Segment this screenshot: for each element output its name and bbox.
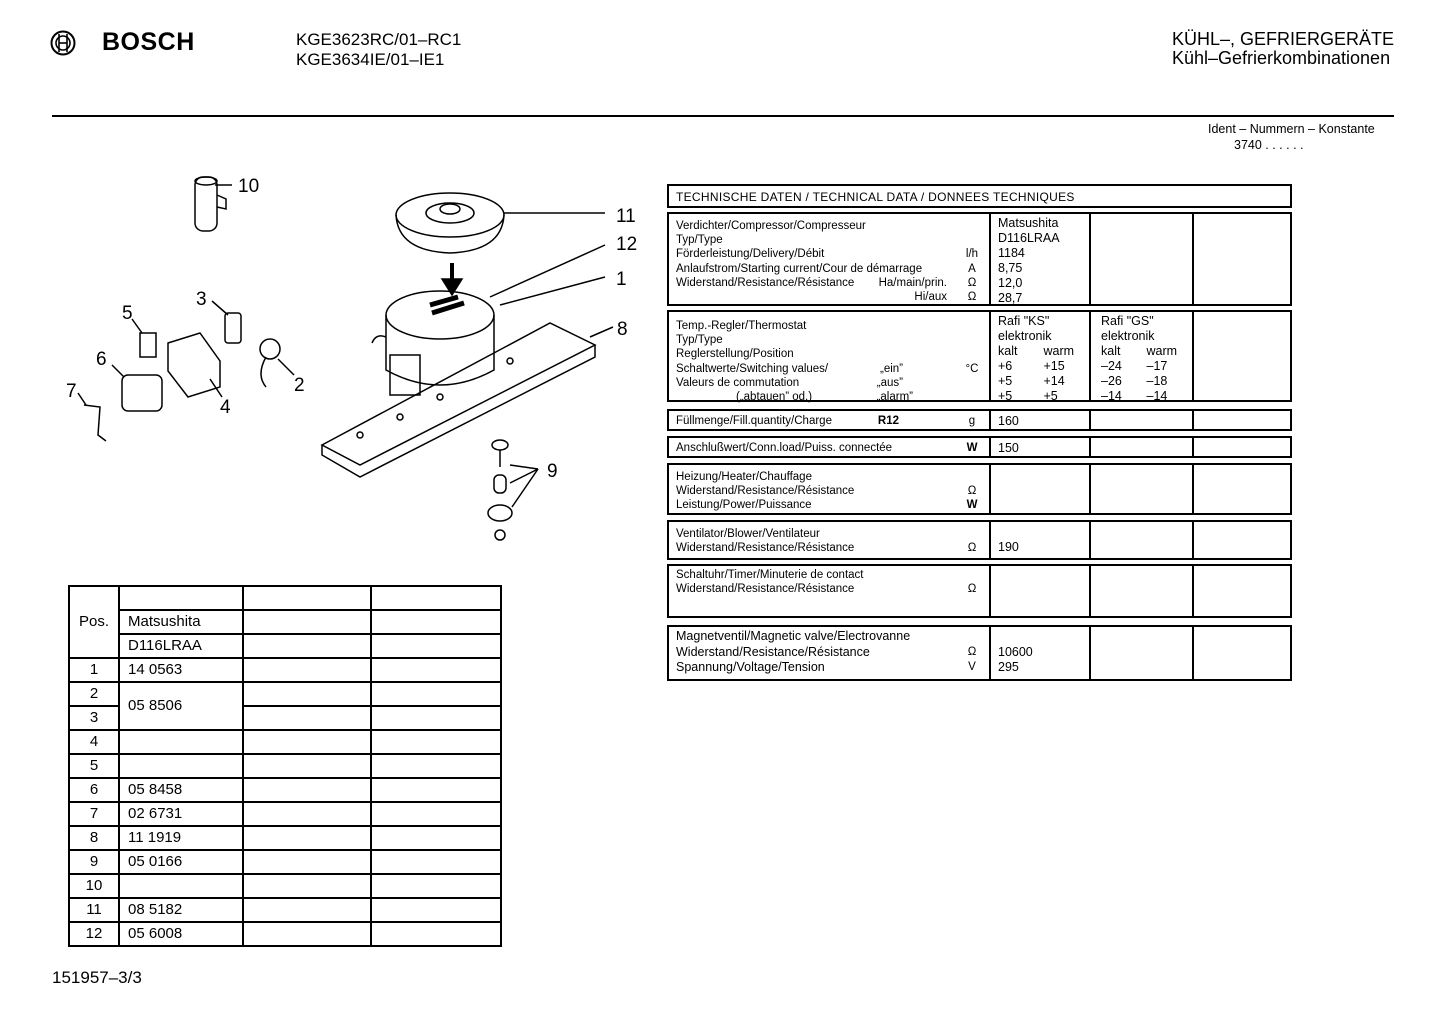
- label-row: Förderleistung/Delivery/Débit: [676, 248, 825, 261]
- product-category: [1172, 30, 1394, 68]
- brand-logo: [50, 28, 195, 57]
- down-arrow-icon: [442, 263, 462, 295]
- valve-values: 10600 295: [989, 627, 1089, 679]
- table-row: [69, 802, 501, 826]
- table-row: [69, 874, 501, 898]
- table-row: [69, 586, 501, 610]
- label-row: Verdichter/Compressor/Compresseur: [676, 220, 866, 232]
- base-plate-drawing: [322, 323, 613, 477]
- timer-section: Schaltuhr/Timer/Minuterie de contact Widerstand/Resistance/Résistance Ω: [667, 564, 1292, 618]
- model-numbers: [296, 30, 461, 70]
- tech-title: TECHNISCHE DATEN / TECHNICAL DATA / DONNEES TECHNIQUES: [667, 184, 1292, 208]
- capacitor-drawing: [195, 177, 232, 231]
- pos-cell: 12: [69, 922, 119, 946]
- compressor-values: Matsushita D116LRAA 1184 8,75 12,0 28,7: [989, 214, 1089, 304]
- pos-cell: 7: [69, 802, 119, 826]
- pos-cell: 1: [69, 658, 119, 682]
- pos-cell: 3: [69, 706, 119, 730]
- part-cell: 14 0563: [119, 658, 243, 682]
- table-row: [69, 778, 501, 802]
- electrical-parts-drawing: [78, 301, 294, 441]
- load-section: Anschlußwert/Conn.load/Puiss. connectée W 150: [667, 436, 1292, 458]
- pos-cell: 11: [69, 898, 119, 922]
- heater-section: Heizung/Heater/Chauffage Widerstand/Resistance/Résistance Leistung/Power/Puissance Ω W: [667, 463, 1292, 515]
- category-line-2: Kühl–Gefrierkombinationen: [1171, 48, 1391, 68]
- pos-cell: 2: [69, 682, 119, 706]
- table-row: [69, 826, 501, 850]
- table-row: [69, 610, 501, 634]
- callout-7: 7: [66, 381, 77, 402]
- part-cell-merged: 05 8506: [119, 682, 243, 730]
- make-cell: Matsushita: [119, 610, 243, 634]
- label-row: Hi/aux: [914, 291, 947, 304]
- callout-12: 12: [616, 234, 638, 255]
- callout-4: 4: [220, 397, 231, 418]
- callout-11: 11: [616, 206, 636, 227]
- load-value: 150: [989, 438, 1089, 456]
- ident-block: [1208, 121, 1375, 153]
- part-cell: 05 6008: [119, 922, 243, 946]
- charge-value: 160: [989, 411, 1089, 429]
- pos-cell: 8: [69, 826, 119, 850]
- document-number: 151957–3/3: [52, 968, 142, 987]
- ident-number: 3740 . . . . . .: [1234, 138, 1304, 152]
- compressor-section: [667, 212, 1292, 306]
- brand-name: BOSCH: [102, 28, 195, 56]
- callout-8: 8: [617, 319, 628, 340]
- blower-value: 190: [989, 522, 1089, 558]
- compressor-drawing: [372, 245, 605, 395]
- part-cell: 11 1919: [119, 826, 243, 850]
- pos-cell: 10: [69, 874, 119, 898]
- part-cell: [119, 874, 243, 898]
- part-cell: [119, 730, 243, 754]
- thermostat-gs: Rafi "GS" elektronik kalt warm –24 –17 –26 –18 –14 –14: [1089, 312, 1192, 400]
- callout-5: 5: [122, 303, 133, 324]
- charge-section: Füllmenge/Fill.quantity/Charge R12 g 160: [667, 409, 1292, 431]
- callout-3: 3: [196, 289, 207, 310]
- thermostat-section: Temp.-Regler/Thermostat Typ/Type Reglerstellung/Position Schaltwerte/Switching values/ „ein” Valeurs de commutation „aus” („abtauen” od.) „alarm” °C Rafi "KS" elektronik kalt warm +6 +15 +5 +14 +5 +5 Rafi "GS" elektronik kalt warm –24 –17 –26 –18 –14 –14: [667, 310, 1292, 402]
- table-row: [69, 754, 501, 778]
- valve-section: Magnetventil/Magnetic valve/Electrovanne Widerstand/Resistance/Résistance Spannung/Voltage/Tension Ω V 10600 295: [667, 625, 1292, 681]
- pos-cell: 4: [69, 730, 119, 754]
- part-cell: 02 6731: [119, 802, 243, 826]
- table-row: [69, 850, 501, 874]
- callout-9: 9: [547, 461, 558, 482]
- part-cell: 05 0166: [119, 850, 243, 874]
- table-row: [69, 682, 501, 706]
- label-row: Widerstand/Resistance/Résistance Ha/main/prin.: [676, 276, 947, 289]
- callout-10: 10: [238, 176, 260, 197]
- unit-celsius: °C: [965, 363, 979, 375]
- callout-2: 2: [294, 375, 305, 396]
- compressor-cover-drawing: [396, 193, 605, 253]
- callout-6: 6: [96, 349, 107, 370]
- exploded-parts-diagram: [60, 165, 660, 555]
- pos-cell: 9: [69, 850, 119, 874]
- label-row: Anlaufstrom/Starting current/Cour de démarrage: [676, 262, 923, 275]
- table-row: [69, 922, 501, 946]
- bosch-armature-icon: [50, 30, 76, 56]
- part-cell: [119, 754, 243, 778]
- pos-header: Pos.: [69, 586, 119, 658]
- fasteners-drawing: [488, 440, 538, 540]
- table-row: [69, 730, 501, 754]
- model-number-1: KGE3623RC/01–RC1: [296, 30, 462, 49]
- ident-label: Ident – Nummern – Konstante: [1208, 122, 1375, 136]
- model-cell: D116LRAA: [119, 634, 243, 658]
- blower-section: Ventilator/Blower/Ventilateur Widerstand/Resistance/Résistance Ω 190: [667, 520, 1292, 560]
- table-row: [69, 898, 501, 922]
- table-row: [69, 658, 501, 682]
- part-cell: 08 5182: [119, 898, 243, 922]
- header-divider: [52, 115, 1394, 117]
- label-row: Typ/Type: [676, 234, 723, 247]
- unit-column: l/h A Ω Ω: [965, 248, 979, 304]
- callout-1: 1: [616, 269, 627, 290]
- thermostat-ks: Rafi "KS" elektronik kalt warm +6 +15 +5 +14 +5 +5: [989, 312, 1089, 400]
- model-number-2: KGE3634IE/01–IE1: [296, 50, 445, 69]
- category-line-1: KÜHL–, GEFRIERGERÄTE: [1171, 29, 1394, 49]
- table-row: [69, 634, 501, 658]
- part-cell: 05 8458: [119, 778, 243, 802]
- parts-table: [68, 585, 502, 947]
- pos-cell: 5: [69, 754, 119, 778]
- pos-cell: 6: [69, 778, 119, 802]
